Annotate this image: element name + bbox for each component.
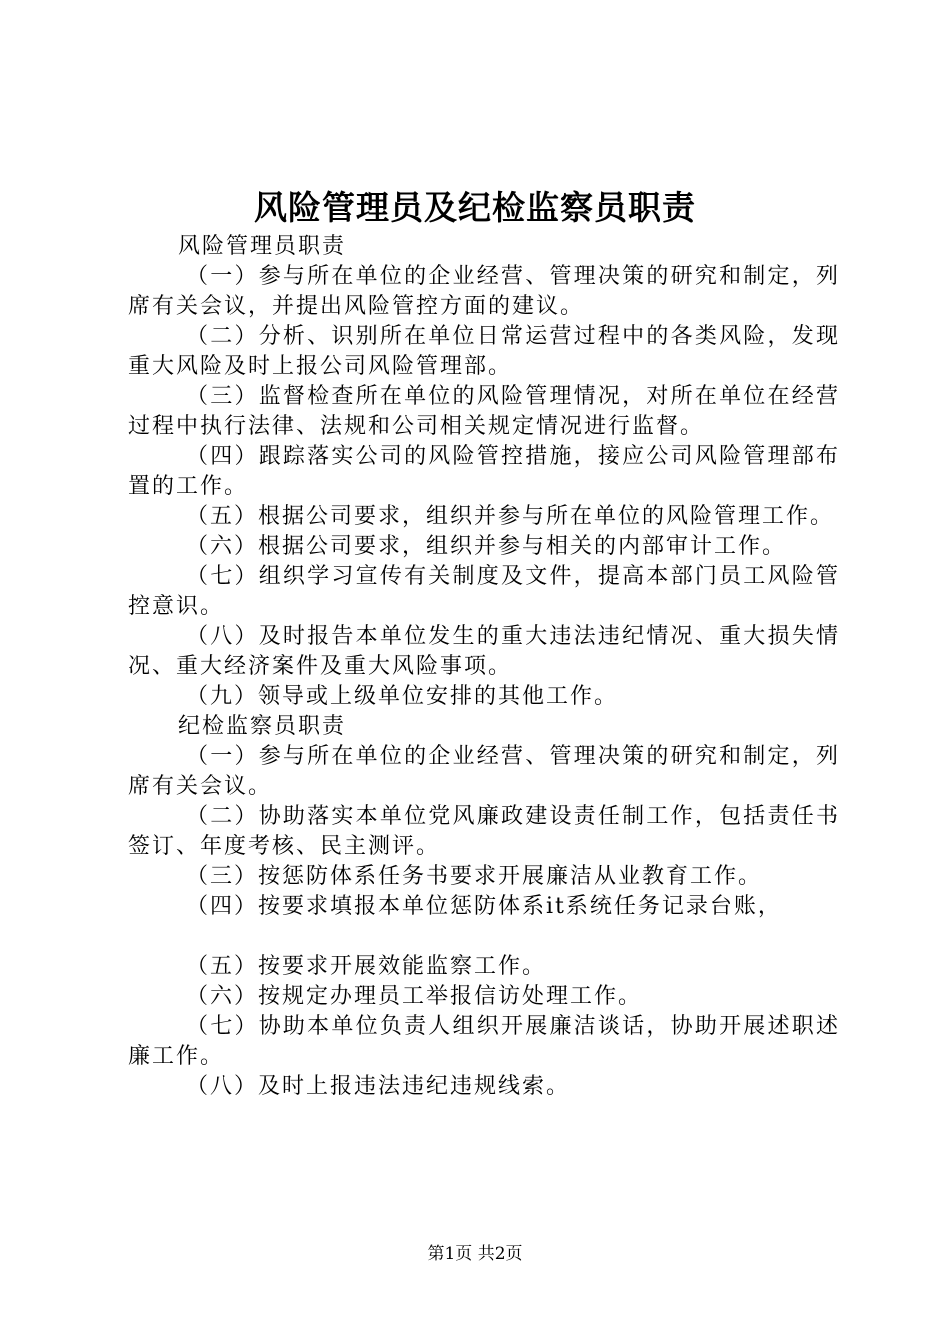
section-heading-risk-manager: 风险管理员职责: [178, 234, 347, 259]
document-title: 风险管理员及纪检监察员职责: [254, 188, 696, 227]
risk-duty-7: （七）组织学习宣传有关制度及文件，提高本部门员工风险管控意识。: [128, 564, 840, 619]
discipline-duty-1: （一）参与所在单位的企业经营、管理决策的研究和制定，列席有关会议。: [128, 744, 840, 799]
discipline-duty-4: （四）按要求填报本单位惩防体系it系统任务记录台账，: [186, 894, 782, 919]
risk-duty-5: （五）根据公司要求，组织并参与所在单位的风险管理工作。: [186, 504, 835, 529]
discipline-duty-6: （六）按规定办理员工举报信访处理工作。: [186, 984, 643, 1009]
document-body: [128, 232, 840, 1102]
risk-duty-9: （九）领导或上级单位安排的其他工作。: [186, 684, 619, 709]
discipline-duty-2: （二）协助落实本单位党风廉政建设责任制工作，包括责任书签订、年度考核、民主测评。: [128, 804, 840, 859]
section-heading-discipline-inspector: 纪检监察员职责: [178, 714, 347, 739]
discipline-duty-3: （三）按惩防体系任务书要求开展廉洁从业教育工作。: [186, 864, 763, 889]
risk-duty-6: （六）根据公司要求，组织并参与相关的内部审计工作。: [186, 534, 787, 559]
risk-duty-4: （四）跟踪落实公司的风险管控措施，接应公司风险管理部布置的工作。: [128, 444, 840, 499]
discipline-duty-7: （七）协助本单位负责人组织开展廉洁谈话，协助开展述职述廉工作。: [128, 1014, 840, 1069]
blank-line: [128, 922, 840, 952]
discipline-duty-8: （八）及时上报违法违纪违规线索。: [186, 1074, 571, 1099]
risk-duty-8: （八）及时报告本单位发生的重大违法违纪情况、重大损失情况、重大经济案件及重大风险事项。: [128, 624, 840, 679]
risk-duty-2: （二）分析、识别所在单位日常运营过程中的各类风险，发现重大风险及时上报公司风险管理部。: [128, 324, 840, 379]
risk-duty-3: （三）监督检查所在单位的风险管理情况，对所在单位在经营过程中执行法律、法规和公司相关规定情况进行监督。: [128, 384, 840, 439]
discipline-duty-5: （五）按要求开展效能监察工作。: [186, 954, 547, 979]
risk-duty-1: （一）参与所在单位的企业经营、管理决策的研究和制定，列席有关会议，并提出风险管控方面的建议。: [128, 264, 840, 319]
page-number-footer: 第1页 共2页: [427, 1244, 523, 1264]
